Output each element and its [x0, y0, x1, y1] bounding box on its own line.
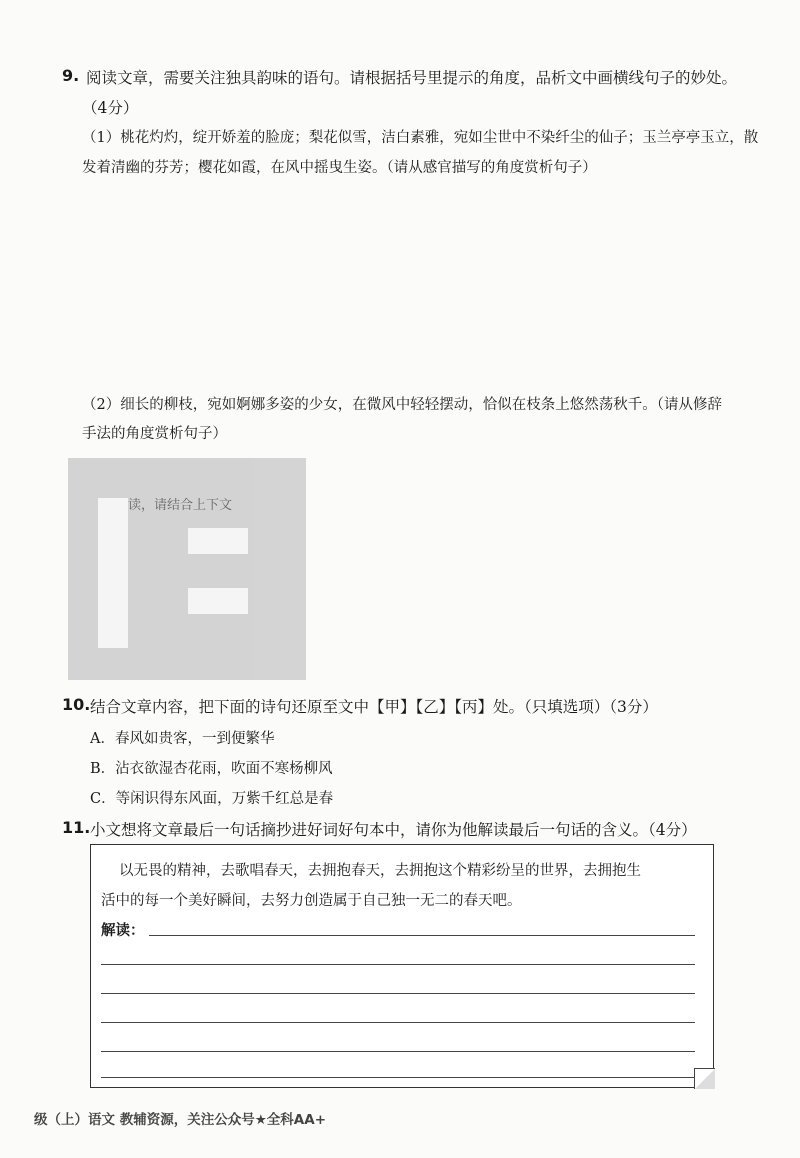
answer-line[interactable]: [101, 1077, 695, 1078]
answer-line[interactable]: [101, 1051, 695, 1052]
q11-number: 11.: [62, 818, 91, 837]
answer-line[interactable]: [149, 935, 695, 936]
quote-line2: 活中的每一个美好瞬间，去努力创造属于自己独一无二的春天吧。: [101, 893, 522, 909]
q10-prompt: 结合文章内容，把下面的诗句还原至文中【甲】【乙】【丙】处。（只填选项）（3分）: [90, 698, 658, 716]
answer-line[interactable]: [101, 1022, 695, 1023]
q10-number: 10.: [62, 695, 91, 714]
watermark-text: 读，请结合上下文: [128, 498, 233, 513]
answer-line[interactable]: [101, 964, 695, 965]
q10-option-b: B．沾衣欲湿杏花雨，吹面不寒杨柳风: [90, 761, 333, 777]
q9-number: 9.: [62, 66, 80, 85]
watermark-logo: [68, 458, 306, 680]
q9-sub2-line1: （2）细长的柳枝，宛如婀娜多姿的少女，在微风中轻轻摆动，恰似在枝条上悠然荡秋千。（请从修辞: [82, 397, 722, 413]
answer-label: 解读：: [101, 923, 145, 939]
answer-line[interactable]: [101, 993, 695, 994]
q11-prompt: 小文想将文章最后一句话摘抄进好词好句本中，请你为他解读最后一句话的含义。（4分）: [90, 821, 697, 839]
page-curl-icon: [694, 1068, 715, 1089]
q10-option-a: A．春风如贵客，一到便繁华: [90, 731, 275, 747]
answer-box: [90, 844, 714, 1088]
quote-line1: 以无畏的精神，去歌唱春天，去拥抱春天，去拥抱这个精彩纷呈的世界，去拥抱生: [119, 863, 641, 879]
q9-prompt: 阅读文章，需要关注独具韵味的语句。请根据括号里提示的角度，品析文中画横线句子的妙处。: [86, 69, 738, 87]
footer-text: 级（上）语文 教辅资源，关注公众号★全科AA+: [34, 1112, 327, 1128]
q9-sub1-line1: （1）桃花灼灼，绽开娇羞的脸庞；梨花似雪，洁白素雅，宛如尘世中不染纤尘的仙子；玉兰亭亭玉立，散: [82, 130, 759, 146]
q9-sub2-line2: 手法的角度赏析句子）: [82, 426, 227, 442]
q9-sub1-line2: 发着清幽的芬芳；樱花如霞，在风中摇曳生姿。（请从感官描写的角度赏析句子）: [82, 160, 597, 176]
q10-option-c: C．等闲识得东风面，万紫千红总是春: [90, 791, 334, 807]
q9-score: （4分）: [82, 99, 139, 117]
